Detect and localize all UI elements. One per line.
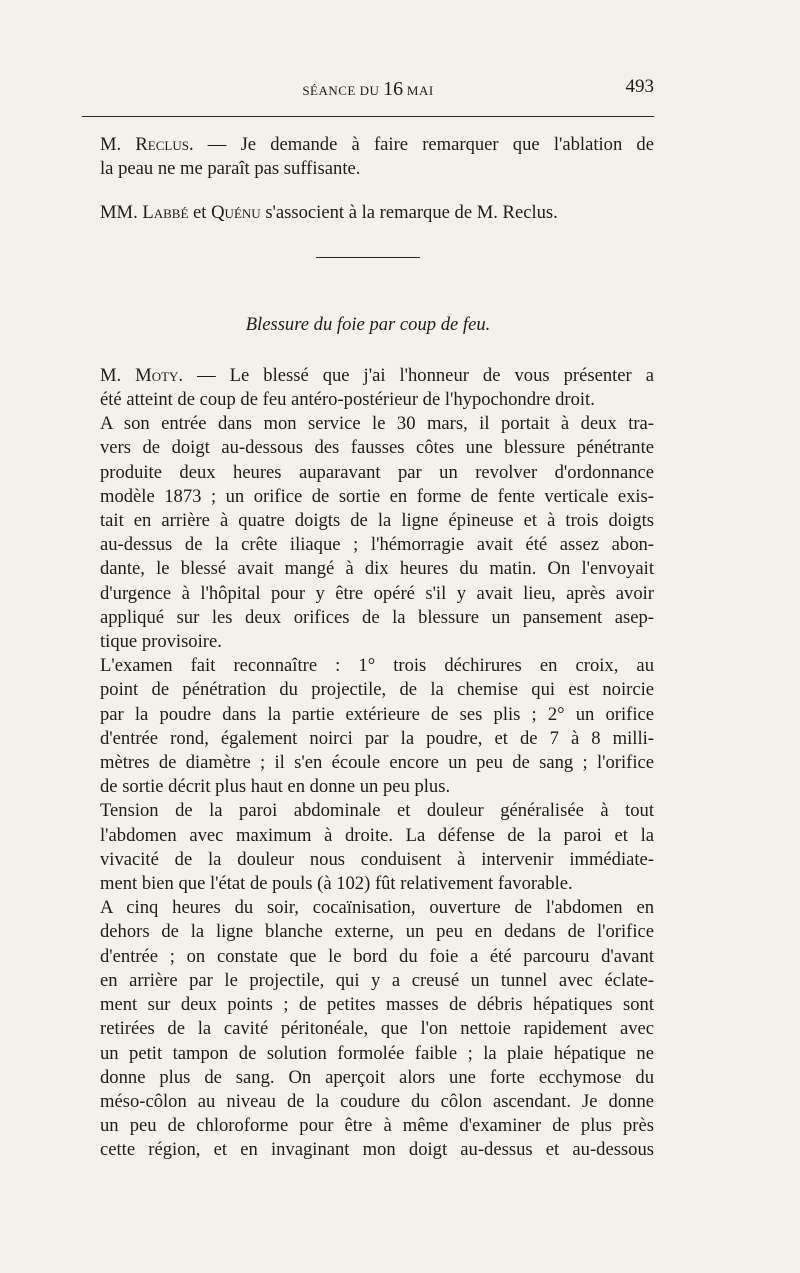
text-line: vivacité de la douleur nous conduisent à intervenir immédiate- [100,848,654,870]
text-line: dante, le blessé avait mangé à dix heures du matin. On l'envoyait [100,558,654,580]
section-title: Blessure du foie par coup de feu. [245,313,491,335]
text-line: donne plus de sang. On aperçoit alors une forte ecchymose du [100,1066,654,1088]
section-separator [316,257,420,258]
page-number: 493 [625,76,654,97]
text-line: A son entrée dans mon service le 30 mars, il portait à deux tra- [100,413,654,435]
text-line: un petit tampon de solution formolée faible ; la plaie hépatique ne [100,1042,654,1064]
text-line: M. Reclus. — Je demande à faire remarquer que l'ablation de [100,134,654,155]
paragraph [82,412,654,654]
text-line: vers de doigt au-dessous des fausses côtes une blessure pénétrante [100,437,654,459]
text-line: produite deux heures auparavant par un revolver d'ordonnance [100,461,654,483]
text-line: d'entrée rond, également noirci par la poudre, et de 7 à 8 milli- [100,727,654,749]
text-line: M. Moty. — Le blessé que j'ai l'honneur de vous présenter a [100,364,654,386]
text-line: tique provisoire. [100,631,222,653]
text-line: d'urgence à l'hôpital pour y être opéré s'il y avait lieu, après avoir [100,582,654,604]
text-line: au-dessus de la crête iliaque ; l'hémorragie avait été assez abon- [100,534,654,556]
text-line: Tension de la paroi abdominale et douleur généralisée à tout [100,800,654,822]
text-line: cette région, et en invaginant mon doigt au-dessus et au-dessous [100,1139,654,1161]
text-line: modèle 1873 ; un orifice de sortie en forme de fente verticale exis- [100,485,654,507]
text-line: d'entrée ; on constate que le bord du foie a été parcouru d'avant [100,945,654,967]
text-line: L'examen fait reconnaître : 1° trois déchirures en croix, au [100,655,654,677]
text-line: de sortie décrit plus haut en donne un peu plus. [100,776,451,798]
text-line: la peau ne me paraît pas suffisante. [100,158,361,180]
remark-reclus [82,133,654,181]
running-head-seance: SÉANCE DU [302,83,380,98]
text-line: appliqué sur les deux orifices de la blessure un pansement asep- [100,606,654,628]
running-head [82,78,654,101]
speaker-name: M. Moty. [100,364,184,386]
text-line: été atteint de coup de feu antéro-postérieur de l'hypochondre droit. [100,389,595,411]
text-line: A cinq heures du soir, cocaïnisation, ouverture de l'abdomen en [100,897,654,919]
text-line: mètres de diamètre ; il s'en écoule encore un peu de sang ; l'orifice [100,752,654,774]
speaker-name: Labbé [142,202,189,224]
text-line: dehors de la ligne blanche externe, un peu en dedans de l'orifice [100,921,654,943]
text-line: par la poudre dans la partie extérieure de ses plis ; 2° un orifice [100,703,654,725]
speaker-name: M. Reclus. [100,134,194,155]
text-line: point de pénétration du projectile, de la chemise qui est noircie [100,679,654,701]
moty-intro [82,364,654,412]
paragraph [82,654,654,799]
text-line: ment bien que l'état de pouls (à 102) fût relativement favorable. [100,873,573,895]
text-line: l'abdomen avec maximum à droite. La défense de la paroi et la [100,824,654,846]
text-line: retirées de la cavité péritonéale, que l'on nettoie rapidement avec [100,1018,654,1040]
page-header [82,76,654,102]
text-line: méso-côlon au niveau de la coudure du côlon ascendant. Je donne [100,1090,654,1112]
text-line: tait en arrière à quatre doigts de la ligne épineuse et à trois doigts [100,510,654,532]
paragraph [82,896,654,1162]
speaker-name: Quénu [211,202,261,224]
running-head-month: MAI [406,83,434,98]
text-line: un peu de chloroforme pour être à même d'examiner de plus près [100,1115,654,1137]
paragraph [82,799,654,896]
running-head-day: 16 [383,78,404,100]
text-line: ment sur deux points ; de petites masses de débris hépatiques sont [100,994,654,1016]
page-body [82,133,654,1163]
text-line: en arrière par le projectile, qui y a creusé un tunnel avec éclate- [100,969,654,991]
remark-labbe-quenu: MM. Labbé et Quénu s'associent à la remarque de M. Reclus. [100,202,558,224]
header-rule [82,116,654,117]
